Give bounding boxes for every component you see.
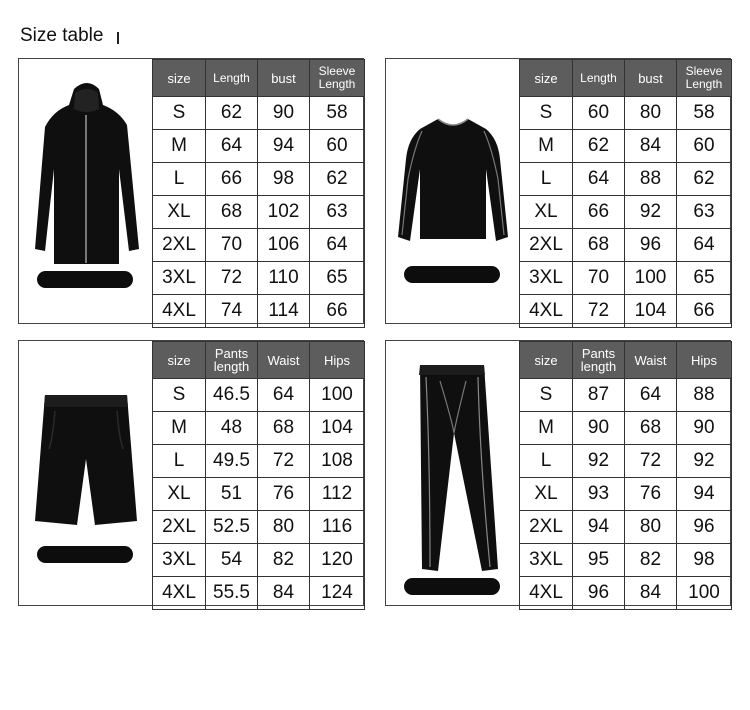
cell-sleeve: 60 bbox=[677, 130, 732, 163]
cell-pants-length: 94 bbox=[573, 511, 625, 544]
cell-waist: 68 bbox=[258, 412, 310, 445]
cell-bust: 94 bbox=[258, 130, 310, 163]
cell-waist: 84 bbox=[258, 577, 310, 610]
table-row bbox=[153, 544, 365, 577]
table-row bbox=[153, 295, 365, 328]
cell-size: XL bbox=[153, 196, 206, 229]
cell-size: L bbox=[520, 445, 573, 478]
cell-bust: 98 bbox=[258, 163, 310, 196]
table-row bbox=[520, 544, 732, 577]
cell-bust: 96 bbox=[625, 229, 677, 262]
table-row bbox=[153, 577, 365, 610]
cell-hips: 108 bbox=[310, 445, 365, 478]
cell-size: M bbox=[520, 412, 573, 445]
cell-waist: 82 bbox=[625, 544, 677, 577]
cell-hips: 116 bbox=[310, 511, 365, 544]
cell-waist: 72 bbox=[625, 445, 677, 478]
cell-length: 64 bbox=[573, 163, 625, 196]
header-length: Length bbox=[573, 60, 625, 97]
cell-size: M bbox=[520, 130, 573, 163]
cell-size: 3XL bbox=[153, 544, 206, 577]
cell-size: 2XL bbox=[153, 511, 206, 544]
cell-size: L bbox=[153, 163, 206, 196]
table-row bbox=[520, 196, 732, 229]
cell-size: M bbox=[153, 412, 206, 445]
cell-waist: 64 bbox=[258, 379, 310, 412]
cell-waist: 76 bbox=[625, 478, 677, 511]
cell-waist: 68 bbox=[625, 412, 677, 445]
cell-pants-length: 52.5 bbox=[206, 511, 258, 544]
cell-bust: 104 bbox=[625, 295, 677, 328]
cell-size: 4XL bbox=[153, 295, 206, 328]
cell-hips: 120 bbox=[310, 544, 365, 577]
cell-length: 74 bbox=[206, 295, 258, 328]
cell-length: 64 bbox=[206, 130, 258, 163]
table-header-row bbox=[153, 342, 365, 379]
table-row bbox=[153, 130, 365, 163]
cell-size: 2XL bbox=[153, 229, 206, 262]
table-row bbox=[153, 229, 365, 262]
cell-sleeve: 66 bbox=[310, 295, 365, 328]
cell-sleeve: 64 bbox=[677, 229, 732, 262]
table-row bbox=[153, 478, 365, 511]
table-row bbox=[520, 445, 732, 478]
product-shadow bbox=[37, 546, 133, 563]
table-row bbox=[153, 97, 365, 130]
cell-length: 66 bbox=[206, 163, 258, 196]
cell-sleeve: 58 bbox=[677, 97, 732, 130]
cell-pants-length: 51 bbox=[206, 478, 258, 511]
cell-size: XL bbox=[153, 478, 206, 511]
cell-hips: 98 bbox=[677, 544, 732, 577]
size-table-shirt bbox=[519, 59, 732, 328]
table-row bbox=[520, 577, 732, 610]
cell-waist: 84 bbox=[625, 577, 677, 610]
cell-sleeve: 65 bbox=[310, 262, 365, 295]
cell-sleeve: 60 bbox=[310, 130, 365, 163]
header-size: size bbox=[153, 60, 206, 97]
header-length: Length bbox=[206, 60, 258, 97]
table-row bbox=[520, 412, 732, 445]
table-row bbox=[520, 295, 732, 328]
cell-pants-length: 93 bbox=[573, 478, 625, 511]
cell-size: 3XL bbox=[520, 544, 573, 577]
cell-bust: 90 bbox=[258, 97, 310, 130]
cell-bust: 80 bbox=[625, 97, 677, 130]
cell-hips: 100 bbox=[677, 577, 732, 610]
product-shadow bbox=[37, 271, 133, 288]
cell-sleeve: 66 bbox=[677, 295, 732, 328]
table-row bbox=[520, 229, 732, 262]
table-row bbox=[153, 379, 365, 412]
cell-hips: 100 bbox=[310, 379, 365, 412]
header-size: size bbox=[520, 342, 573, 379]
cell-length: 72 bbox=[206, 262, 258, 295]
table-row bbox=[153, 196, 365, 229]
cell-sleeve: 63 bbox=[310, 196, 365, 229]
table-row bbox=[520, 163, 732, 196]
cell-hips: 94 bbox=[677, 478, 732, 511]
cell-size: 3XL bbox=[153, 262, 206, 295]
header-pants-length: Pants length bbox=[206, 342, 258, 379]
cell-pants-length: 92 bbox=[573, 445, 625, 478]
cell-size: 4XL bbox=[153, 577, 206, 610]
cell-size: L bbox=[153, 445, 206, 478]
header-waist: Waist bbox=[625, 342, 677, 379]
size-table-leggings bbox=[519, 341, 732, 610]
cell-size: S bbox=[520, 379, 573, 412]
header-hips: Hips bbox=[677, 342, 732, 379]
cell-hips: 90 bbox=[677, 412, 732, 445]
cell-hips: 104 bbox=[310, 412, 365, 445]
cell-size: S bbox=[153, 97, 206, 130]
cell-bust: 88 bbox=[625, 163, 677, 196]
cell-length: 68 bbox=[206, 196, 258, 229]
size-panel-shorts bbox=[18, 340, 364, 606]
cell-length: 60 bbox=[573, 97, 625, 130]
cell-size: L bbox=[520, 163, 573, 196]
cell-length: 66 bbox=[573, 196, 625, 229]
cell-length: 70 bbox=[573, 262, 625, 295]
title-divider bbox=[117, 32, 119, 44]
cell-size: S bbox=[520, 97, 573, 130]
product-shadow bbox=[404, 266, 500, 283]
header-size: size bbox=[520, 60, 573, 97]
cell-size: 4XL bbox=[520, 577, 573, 610]
cell-sleeve: 64 bbox=[310, 229, 365, 262]
cell-hips: 92 bbox=[677, 445, 732, 478]
cell-pants-length: 55.5 bbox=[206, 577, 258, 610]
header-hips: Hips bbox=[310, 342, 365, 379]
table-header-row bbox=[520, 342, 732, 379]
cell-waist: 80 bbox=[258, 511, 310, 544]
header-bust: bust bbox=[258, 60, 310, 97]
product-image-leggings bbox=[386, 341, 519, 605]
cell-length: 62 bbox=[573, 130, 625, 163]
cell-waist: 82 bbox=[258, 544, 310, 577]
cell-hips: 96 bbox=[677, 511, 732, 544]
cell-pants-length: 49.5 bbox=[206, 445, 258, 478]
table-row bbox=[520, 97, 732, 130]
leggings-icon bbox=[386, 341, 519, 605]
cell-pants-length: 95 bbox=[573, 544, 625, 577]
cell-bust: 100 bbox=[625, 262, 677, 295]
cell-bust: 106 bbox=[258, 229, 310, 262]
cell-hips: 88 bbox=[677, 379, 732, 412]
header-pants-length: Pants length bbox=[573, 342, 625, 379]
table-row bbox=[520, 511, 732, 544]
cell-waist: 64 bbox=[625, 379, 677, 412]
table-row bbox=[520, 130, 732, 163]
cell-pants-length: 54 bbox=[206, 544, 258, 577]
cell-pants-length: 96 bbox=[573, 577, 625, 610]
table-row bbox=[153, 163, 365, 196]
product-image-shorts bbox=[19, 341, 152, 605]
cell-size: S bbox=[153, 379, 206, 412]
cell-length: 72 bbox=[573, 295, 625, 328]
cell-bust: 84 bbox=[625, 130, 677, 163]
size-table-hoodie bbox=[152, 59, 365, 328]
cell-pants-length: 90 bbox=[573, 412, 625, 445]
cell-size: XL bbox=[520, 478, 573, 511]
cell-size: XL bbox=[520, 196, 573, 229]
cell-waist: 72 bbox=[258, 445, 310, 478]
table-row bbox=[520, 262, 732, 295]
header-bust: bust bbox=[625, 60, 677, 97]
header-size: size bbox=[153, 342, 206, 379]
table-row bbox=[153, 412, 365, 445]
cell-size: 4XL bbox=[520, 295, 573, 328]
cell-waist: 76 bbox=[258, 478, 310, 511]
size-panel-leggings bbox=[385, 340, 731, 606]
cell-size: 2XL bbox=[520, 229, 573, 262]
cell-sleeve: 65 bbox=[677, 262, 732, 295]
size-table-shorts bbox=[152, 341, 365, 610]
cell-hips: 124 bbox=[310, 577, 365, 610]
cell-sleeve: 58 bbox=[310, 97, 365, 130]
shorts-icon bbox=[19, 341, 152, 605]
cell-pants-length: 87 bbox=[573, 379, 625, 412]
cell-pants-length: 48 bbox=[206, 412, 258, 445]
table-row bbox=[520, 478, 732, 511]
product-image-shirt bbox=[386, 59, 519, 323]
cell-size: 2XL bbox=[520, 511, 573, 544]
cell-bust: 114 bbox=[258, 295, 310, 328]
cell-waist: 80 bbox=[625, 511, 677, 544]
cell-size: M bbox=[153, 130, 206, 163]
table-header-row bbox=[520, 60, 732, 97]
table-row bbox=[153, 262, 365, 295]
page-title: Size table bbox=[20, 25, 104, 46]
size-panel-shirt bbox=[385, 58, 731, 324]
cell-sleeve: 62 bbox=[677, 163, 732, 196]
product-shadow bbox=[404, 578, 500, 595]
table-row bbox=[153, 445, 365, 478]
cell-sleeve: 62 bbox=[310, 163, 365, 196]
size-panel-hoodie bbox=[18, 58, 364, 324]
cell-size: 3XL bbox=[520, 262, 573, 295]
header-waist: Waist bbox=[258, 342, 310, 379]
cell-hips: 112 bbox=[310, 478, 365, 511]
table-header-row bbox=[153, 60, 365, 97]
long-sleeve-shirt-icon bbox=[386, 59, 519, 323]
cell-pants-length: 46.5 bbox=[206, 379, 258, 412]
cell-bust: 92 bbox=[625, 196, 677, 229]
header-sleeve-length: Sleeve Length bbox=[310, 60, 365, 97]
table-row bbox=[520, 379, 732, 412]
product-image-hoodie bbox=[19, 59, 152, 323]
cell-sleeve: 63 bbox=[677, 196, 732, 229]
cell-length: 68 bbox=[573, 229, 625, 262]
cell-bust: 102 bbox=[258, 196, 310, 229]
cell-bust: 110 bbox=[258, 262, 310, 295]
table-row bbox=[153, 511, 365, 544]
cell-length: 70 bbox=[206, 229, 258, 262]
header-sleeve-length: Sleeve Length bbox=[677, 60, 732, 97]
cell-length: 62 bbox=[206, 97, 258, 130]
